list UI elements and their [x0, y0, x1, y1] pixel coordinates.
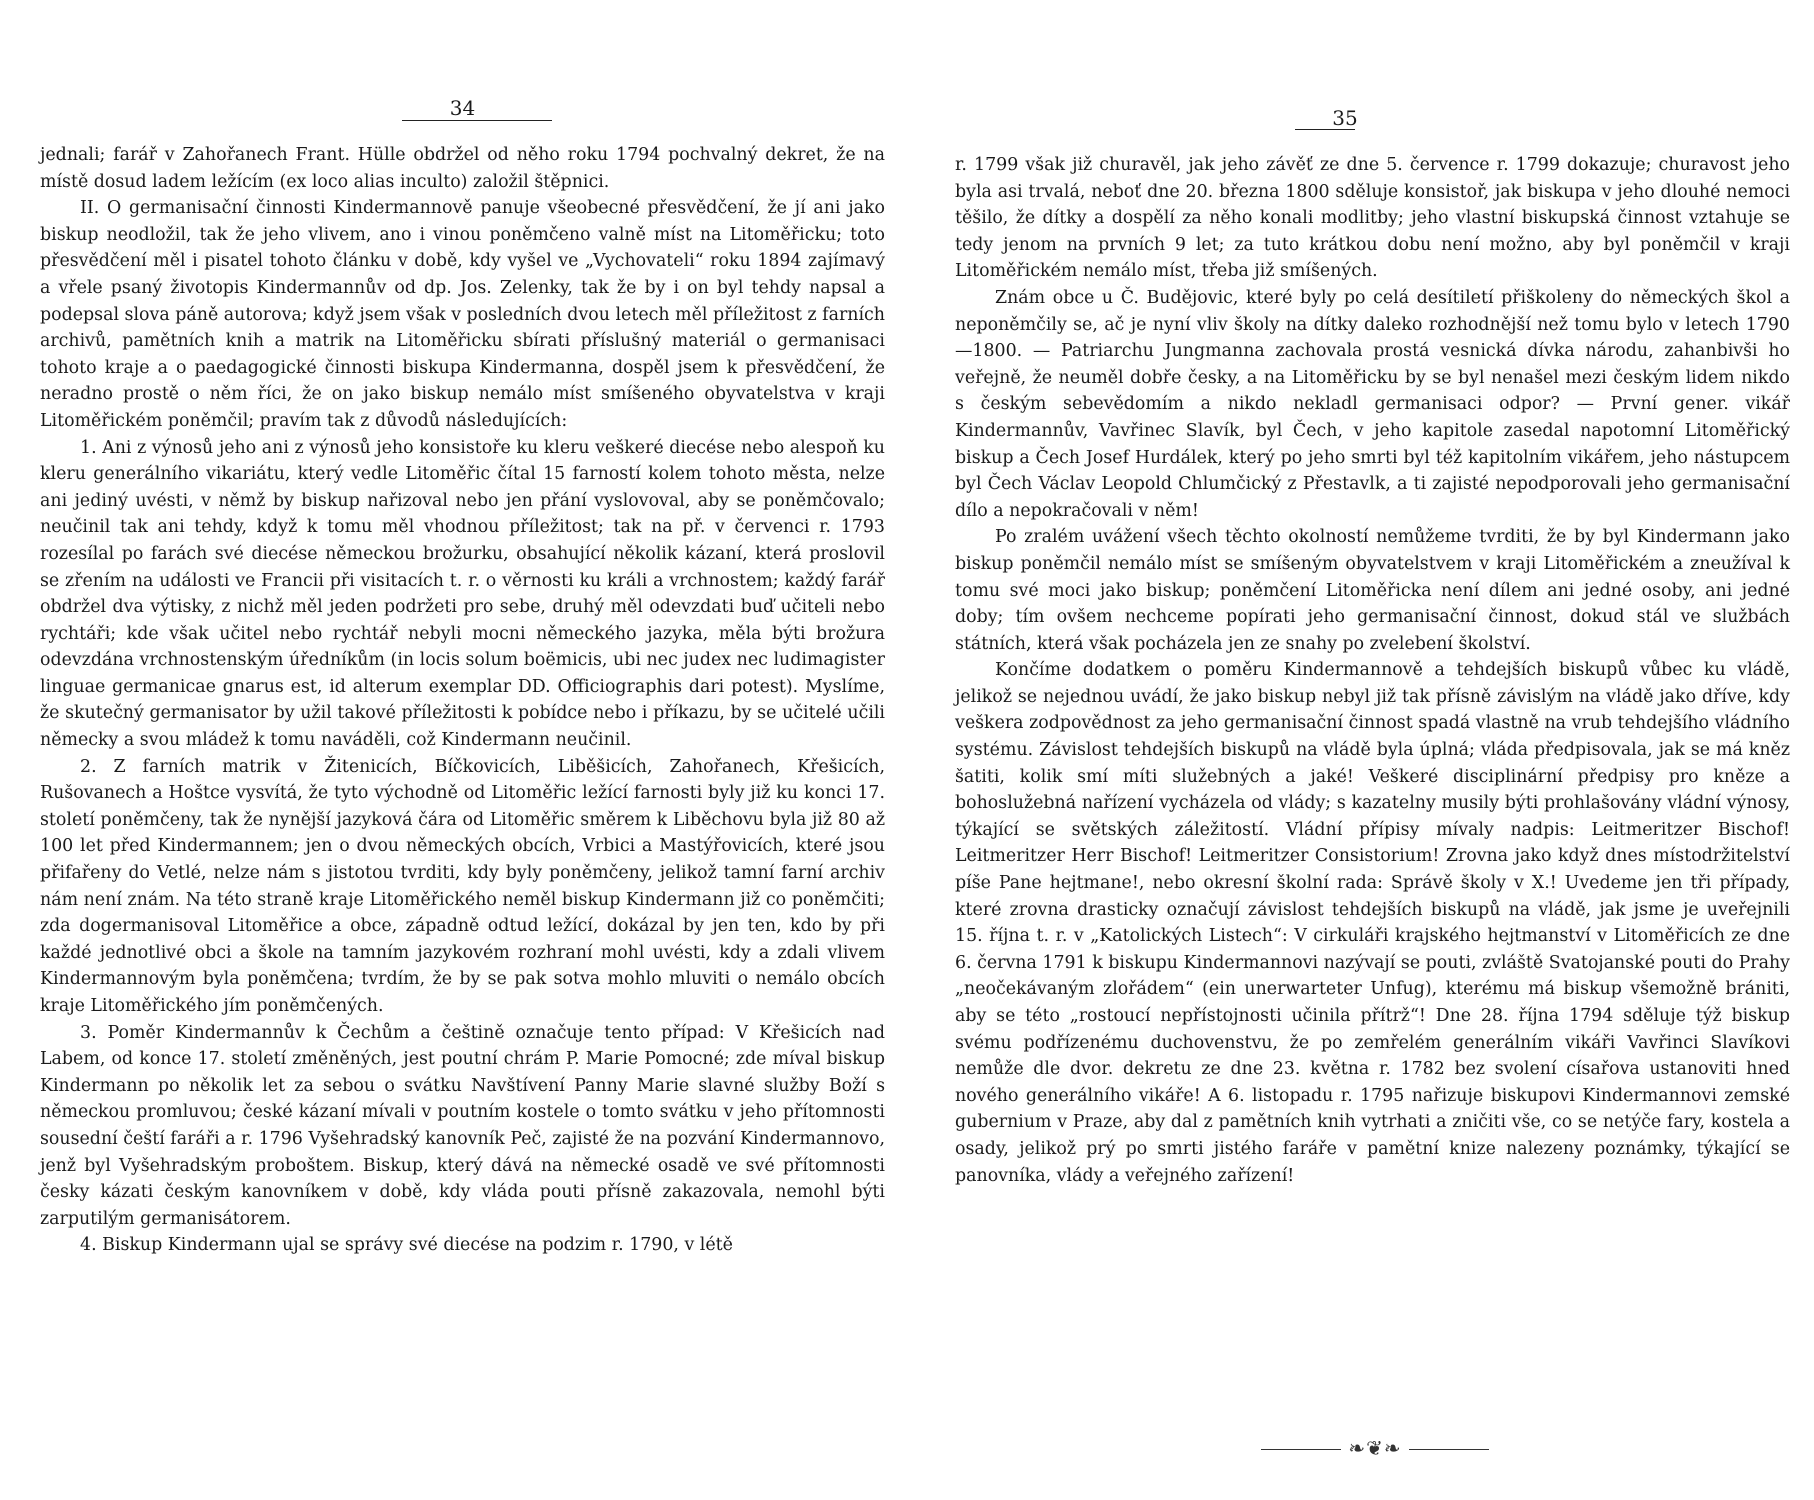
page-number: 34 — [449, 96, 476, 120]
page-text — [40, 142, 885, 1259]
paragraph: II. O germanisační činnosti Kindermannově panuje všeobecné přesvědčení, že jí ani jako biskup neodložil, tak že jeho vlivem, ano i vinou poněmčeno valně míst na Litoměřicku; toto přesvědčení měl i pisatel tohoto článku v době, kdy vyšel ve „Vychovateli“ roku 1894 zajímavý a vřele psaný životopis Kindermannův od dp. Jos. Zelenky, tak že by i on byl tehdy napsal a podepsal slova páně autorova; když jsem však v posledních dvou letech měl příležitost z farních archivů, pamětních knih a matrik na Litoměřicku sbírati příslušný materiál o germanisaci tohoto kraje a o paedagogické činnosti biskupa Kindermanna, dospěl jsem k přesvědčení, že neradno prostě o něm říci, že on jako biskup nemálo míst smíšeného obyvatelstva v kraji Litoměřickém poněmčil; pravím tak z důvodů následujících: — [40, 198, 885, 431]
ornament-rule-right — [1409, 1449, 1489, 1450]
page-text — [955, 152, 1790, 1189]
paragraph: 3. Poměr Kindermannův k Čechům a češtině označuje tento případ: V Křešicích nad Labem, od konce 17. století změněných, jest poutní chrám P. Marie Pomocné; zde míval biskup Kindermann po několik let za sebou o svátku Navštívení Panny Marie slavné služby Boží s německou promluvou; české kázaní mívali v poutním kostele o tomto svátku v jeho přítomnosti sousední čeští faráři a r. 1796 Vyšehradský kanovník Peč, zajisté že na pozvání Kindermannovo, jenž byl Vyšehradským proboštem. Biskup, který dává na německé osadě ve své přítomnosti česky kázati českým kanovníkem v době, kdy vláda pouti přísně zakazovala, nemohl býti zarputilým germanisátorem. — [40, 1022, 885, 1229]
paragraph: Po zralém uvážení všech těchto okolností nemůžeme tvrditi, že by byl Kindermann jako biskup poněmčil nemálo míst se smíšeným obyvatelstvem v kraji Litoměřickém a zneužíval k tomu své moci jako biskup; poněmčení Litoměřicka není dílem ani jedné osoby, ani jedné doby; tím ovšem nechceme popírati jeho germanisační činnost, dokud stál ve službách státních, která však pocházela jen ze snahy po zvelebení školství. — [955, 527, 1790, 654]
page-number: 35 — [1332, 106, 1358, 130]
paragraph: 1. Ani z výnosů jeho ani z výnosů jeho konsistoře ku kleru veškeré diecése nebo alespoň ku kleru generálního vikariátu, který vedle Litoměřic čítal 15 farností kolem tohoto města, nelze ani jediný uvésti, v němž by biskup nařizoval nebo jen přání vyslovoval, aby se poněmčovalo; neučinil tak ani tehdy, když k tomu měl vhodnou příležitost; tak na př. v červenci r. 1793 rozesílal po farách své diecése německou brožurku, obsahující několik kázaní, která proslovil se zřením na události ve Francii při visitacích t. r. o věrnosti ku králi a vrchnostem; každý farář obdržel dva výtisky, z nichž měl jeden podržeti pro sebe, druhý měl odevzdati buď učiteli nebo rychtáři; kde však učitel nebo rychtář nebyli mocni německého jazyka, měla býti brožura odevzdána vrchnostenským úředníkům (in locis solum boëmicis, ubi nec judex nec ludimagister linguae germanicae gnarus est, id alterum exemplar DD. Officiographis dari potest). Myslíme, že skutečný germanisator by užil takové příležitosti k pobídce nebo i příkazu, by se učitelé učili německy a svou mládež k tomu naváděli, což Kindermann neučinil. — [40, 437, 885, 751]
ornament-flourish-icon: ❧❦❧ — [1348, 1436, 1402, 1460]
right-page — [955, 0, 1790, 1500]
left-page — [40, 0, 885, 1500]
paragraph: r. 1799 však již churavěl, jak jeho závěť ze dne 5. července r. 1799 dokazuje; churavost jeho byla asi trvalá, neboť dne 20. března 1800 sděluje konsistoř, jak biskupa v jeho dlouhé nemoci těšilo, že dítky a dospělí za něho konali modlitby; jeho vlastní biskupská činnost vztahuje se tedy jenom na prvních 9 let; za tuto krátkou dobu není možno, aby byl poněmčil v kraji Litoměřickém nemálo míst, třeba již smíšených. — [955, 155, 1790, 282]
paragraph: Končíme dodatkem o poměru Kindermannově a tehdejších biskupů vůbec ku vládě, jelikož se nejednou uvádí, že jako biskup nebyl již tak přísně závislým na vládě jako dříve, kdy veškera zodpovědnost za jeho germanisační činnost spadá vlastně na vrub tehdejšího vládního systému. Závislost tehdejších biskupů na vládě byla úplná; vláda předpisovala, jak se má kněz šatiti, kolik smí míti služebných a jaké! Veškeré disciplinární předpisy pro kněze a bohoslužebná nařízení vycházela od vlády; s kazatelny musily býti prohlašovány vládní výnosy, týkající se světských záležitostí. Vládní přípisy mívaly nadpis: Leitmeritzer Bischof! Leitmeritzer Herr Bischof! Leitmeritzer Consistorium! Zrovna jako když dnes místodržitelství píše Pane hejtmane!, nebo okresní školní rada: Správě školy v X.! Uvedeme jen tři případy, které zrovna drasticky označují závislost tehdejších biskupů na vládě, jak jsme je uveřejnili 15. října t. r. v „Katolických Listech“: V cirkuláři krajského hejtmanství v Litoměřicích ze dne 6. června 1791 k biskupu Kindermannovi nazývají se pouti, zvláště Svatojanské pouti do Prahy „neočekávaným zlořádem“ (ein unerwarteter Unfug), kterému má biskup všemožně brániti, aby se této „rostoucí nepřístojnosti učinila přítrž“! Dne 28. října 1794 sděluje týž biskup svému podřízenému duchovenstvu, že po zemřelém generálním vikáři Vavřinci Slavíkovi nemůže dle dvor. dekretu ze dne 23. května r. 1782 bez svolení císařova ustanoviti hned nového generálního vikáře! A 6. listopadu r. 1795 nařizuje biskupovi Kindermannovi zemské gubernium v Praze, aby dal z pamětních knih vytrhati a zničiti vše, co se netýče fary, kostela a osady, jelikož prý po smrti jistého faráře v pamětní knize nalezeny poznámky, týkající se panovníka, vlády a veřejného zařízení! — [955, 660, 1790, 1186]
ornament-rule-left — [1261, 1449, 1341, 1450]
end-ornament — [1235, 1436, 1515, 1460]
paragraph: 4. Biskup Kindermann ujal se správy své diecése na podzim r. 1790, v létě — [80, 1235, 733, 1256]
paragraph: 2. Z farních matrik v Žitenicích, Bíčkovicích, Liběšicích, Zahořanech, Křešicích, Rušovanech a Hoštce vysvítá, že tyto východně od Litoměřic ležící farnosti byly již ku konci 17. století poněmčeny, tak že nynější jazyková čára od Litoměřic směrem k Liběchovu byla již 80 až 100 let před Kindermannem; jen o dvou německých obcích, Vrbici a Mastýřovicích, které jsou přifařeny do Vetlé, nelze nám s jistotou tvrditi, kdy byly poněmčeny, jelikož tamní farní archiv nám není znám. Na této straně kraje Litoměřického neměl biskup Kindermann již co poněmčiti; zda dogermanisoval Litoměřice a obce, západně odtud ležící, dokázal by jen ten, kdo by při každé jednotlivé obci a škole na tamním jazykovém rozhraní mohl uvésti, kdy a zdali vlivem Kindermannovým byla poněmčena; tvrdím, že by se pak sotva mohlo mluviti o nemálo obcích kraje Litoměřického jím poněmčených. — [40, 756, 885, 1016]
paragraph: jednali; farář v Zahořanech Frant. Hülle obdržel od něho roku 1794 pochvalný dekret, že na místě dosud ladem ležícím (ex loco alias inculto) založil štěpnici. — [40, 145, 885, 192]
page-number-rule — [402, 120, 552, 121]
paragraph: Znám obce u Č. Budějovic, které byly po celá desítiletí přiškoleny do německých škol a neponěmčily se, ač je nyní vliv školy na dítky daleko rozhodnější než tomu bylo v letech 1790—1800. — Patriarchu Jungmanna zachovala prostá vesnická dívka národu, zahanbivši ho veřejně, že neuměl dobře česky, a na Litoměřicku by se byl nenašel mezi českým lidem nikdo s českým sebevědomím a nikdo nekladl germanisaci odpor? — První gener. vikář Kindermannův, Vavřinec Slavík, byl Čech, v jeho kapitole zasedal napotomní Litoměřický biskup a Čech Josef Hurdálek, který po jeho smrti byl též kapitolním vikářem, jeho nástupcem byl Čech Václav Leopold Chlumčický z Přestavlk, a ti zajisté nepodporovali jeho germanisační dílo a nepokračovali v něm! — [955, 287, 1790, 521]
page-number-rule — [1295, 129, 1355, 130]
